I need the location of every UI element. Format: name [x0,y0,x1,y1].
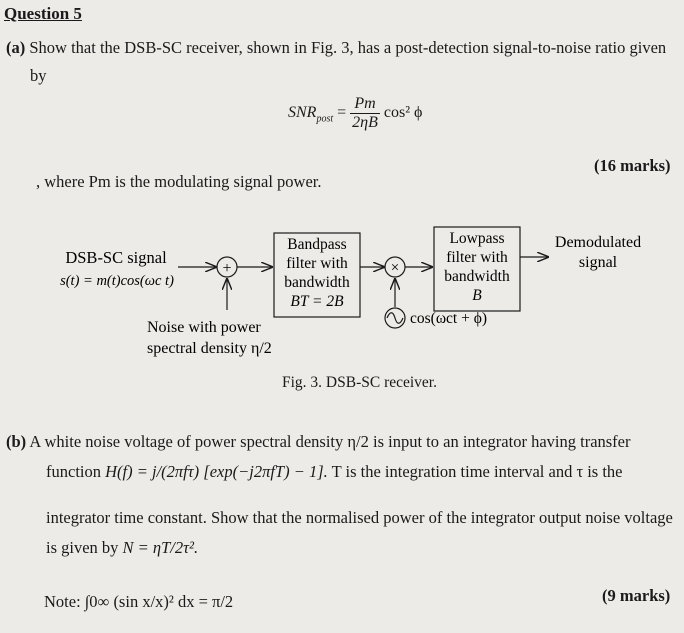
oscillator-label: cos(ωct + ϕ) [410,310,488,327]
lpf-line2: filter with [446,249,508,266]
snr-lhs: SNR [288,104,317,122]
part-a-label: (a) [6,38,26,57]
part-b-text4-prefix: is given by [46,538,119,557]
input-signal-label: DSB-SC signal [65,248,167,267]
figure-caption: Fig. 3. DSB-SC receiver. [282,374,437,391]
part-b-marks: (9 marks) [602,586,671,605]
part-b-line2 [46,462,623,482]
sine-wave-icon [387,313,403,324]
bpf-line3: bandwidth [284,274,350,291]
output-label-line2: signal [578,254,618,271]
output-label-line1: Demodulated [554,234,642,251]
adder-symbol: + [222,260,232,277]
part-b-line1 [6,432,682,452]
part-b-text1: A white noise voltage of power spectral density η/2 is input to an integrator having transfer [29,432,631,451]
lpf-line4: B [472,287,482,304]
transfer-function-formula: H(f) = j/(2πfτ) [exp(−j2πfT) − 1]. [105,462,328,481]
part-b-label: (b) [6,432,27,451]
noise-power-formula: N = ηT/2τ². [122,538,199,557]
question-title: Question 5 [4,4,82,23]
lpf-line3: bandwidth [444,268,510,285]
where-text: , where Pm is the modulating signal power. [36,172,322,191]
mixer-symbol: × [390,260,400,276]
part-a-body: Show that the DSB-SC receiver, shown in Fig. 3, has a post-detection signal-to-noise ratio given [29,38,667,57]
part-b-text2-prefix: function [46,462,101,481]
noise-label-line1: Noise with power [147,319,261,336]
part-a-text-cont: by [30,66,47,85]
input-signal-expression: s(t) = m(t)cos(ωc t) [60,273,174,289]
lpf-line1: Lowpass [449,230,505,247]
snr-tail: cos² ϕ [383,104,423,122]
integral-note: Note: ∫0∞ (sin x/x)² dx = π/2 [44,592,234,611]
snr-formula: $SNR_{post}$ = $\frac{Pm}{2\eta B}$ cos² ϕ [288,95,423,131]
bpf-line4: BT = 2B [290,293,344,310]
snr-fraction [350,95,380,132]
part-a-marks: (16 marks) [594,156,671,175]
snr-numerator: Pm [350,95,380,114]
snr-denominator: 2ηB [352,114,378,131]
bpf-line1: Bandpass [287,236,347,253]
part-b-line3: integrator time constant. Show that the normalised power of the integrator output noise voltage [46,508,673,527]
snr-sub: post [316,113,334,125]
part-a-text [6,38,666,58]
dsb-sc-receiver-diagram [0,215,684,375]
bpf-line2: filter with [286,255,348,272]
part-b-line4 [46,538,198,558]
part-b-text2-suffix: T is the integration time interval and τ is the [331,462,623,481]
noise-label-line2: spectral density η/2 [147,340,272,357]
